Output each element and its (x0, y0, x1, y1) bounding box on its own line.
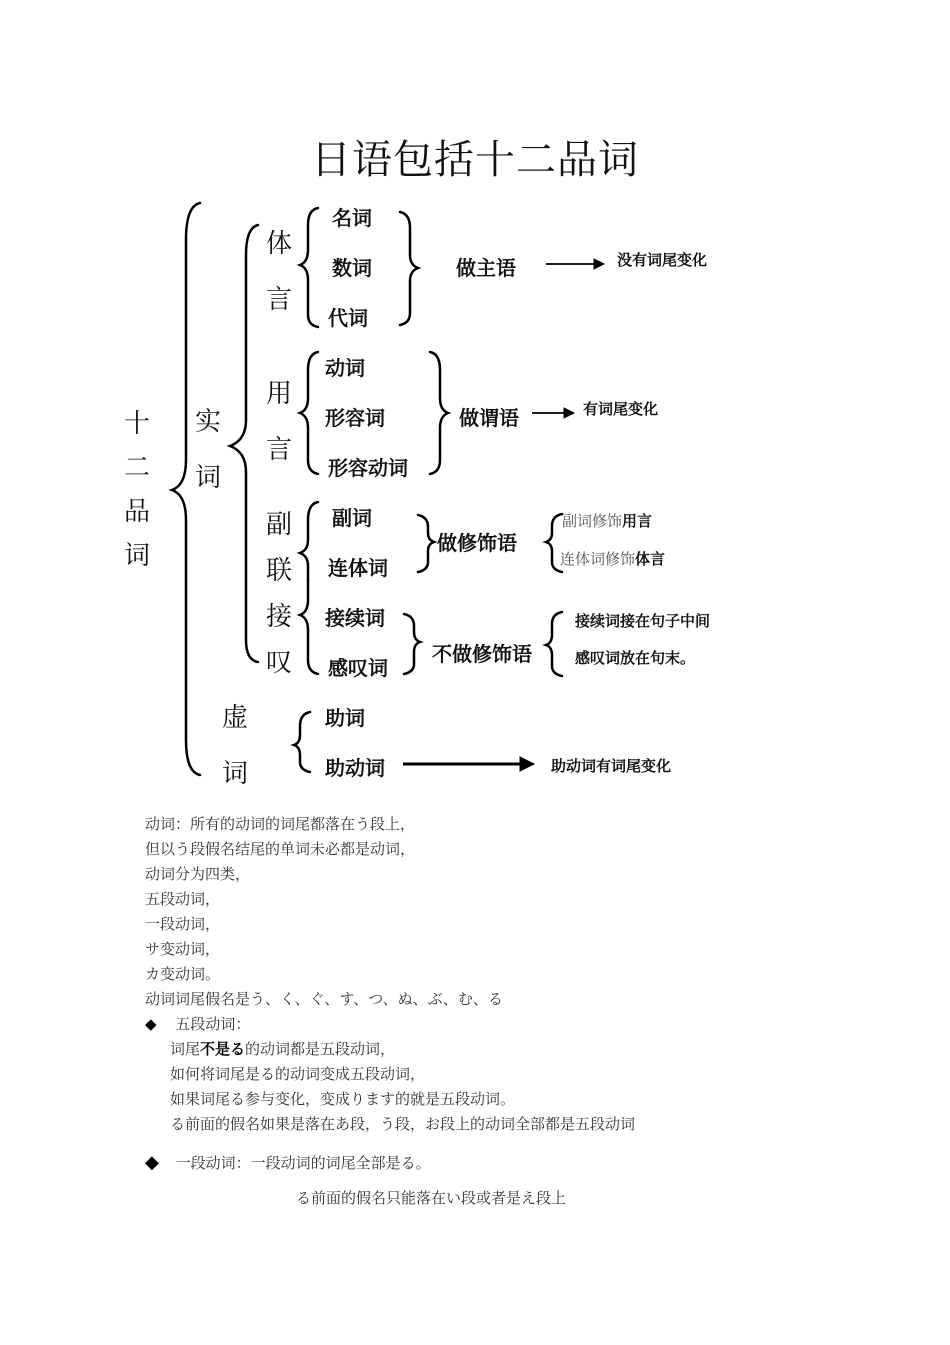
yongyan-item: 动词 (325, 356, 365, 380)
fulian-left-brace-1 (300, 502, 318, 580)
fulianjietan-label: 副 联 接 叹 (266, 510, 293, 678)
body-line: サ变动词， (145, 940, 221, 958)
group1-right-brace (418, 515, 434, 572)
group1-note: 连体词修饰体言 (560, 550, 666, 568)
tiyan-item: 代词 (328, 306, 368, 330)
yongyan-left-brace (300, 352, 318, 474)
xuci-result: 助动词有词尾变化 (551, 757, 672, 775)
body-line: 如何将词尾是る的动词变成五段动词， (170, 1065, 426, 1083)
body-line: 如果词尾る参与变化，变成ります的就是五段动词。 (170, 1090, 516, 1108)
group2-role: 不做修饰语 (432, 642, 532, 666)
tiyan-label: 体 言 (266, 229, 293, 315)
xuci-item: 助动词 (325, 756, 385, 780)
body-line: 词尾不是る的动词都是五段动词， (170, 1040, 396, 1058)
xuci-brace (294, 712, 310, 772)
group2-notes-brace (546, 612, 562, 676)
group2-right-brace (404, 614, 420, 674)
group1-role: 做修饰语 (437, 531, 517, 555)
yongyan-label: 用 言 (266, 379, 293, 465)
root-label: 十 二 品 词 (124, 409, 151, 571)
group1-item: 副词 (332, 506, 372, 530)
page-title: 日语包括十二品词 (311, 137, 639, 183)
tiyan-role: 做主语 (456, 256, 516, 280)
shici-label: 实 词 (195, 407, 222, 493)
body-line: 但以う段假名结尾的单词未必都是动词， (145, 840, 416, 858)
yongyan-right-brace (430, 352, 448, 474)
tiyan-right-brace (400, 212, 418, 325)
xuci-item: 助词 (325, 706, 365, 730)
diamond-bullet-icon: ◆ (145, 1015, 157, 1033)
shici-brace (230, 225, 258, 662)
body-line: 五段动词， (145, 890, 221, 908)
group2-note: 感叹词放在句末。 (575, 649, 696, 667)
bullet2: ◆ 一段动词：一段动词的词尾全部是る。 (145, 1152, 431, 1173)
yongyan-role: 做谓语 (459, 406, 519, 430)
body-line: 动词词尾假名是う、く、ぐ、す、つ、ぬ、ぶ、む、る (145, 990, 503, 1008)
bullet1-lines (170, 1037, 635, 1137)
yongyan-item: 形容词 (325, 406, 385, 430)
tiyan-item: 数词 (332, 256, 372, 280)
body-line: カ变动词。 (145, 965, 221, 983)
group2-item: 接续词 (325, 606, 385, 630)
yongyan-item: 形容动词 (328, 456, 408, 480)
group1-item: 连体词 (328, 556, 388, 580)
group2-item: 感叹词 (328, 656, 388, 680)
group1-note: 副词修饰用言 (562, 512, 653, 530)
tiyan-item: 名词 (332, 206, 372, 230)
tiyan-result: 没有词尾变化 (617, 251, 708, 269)
bullet2-sub: る前面的假名只能落在い段或者是え段上 (296, 1189, 567, 1207)
body-line: る前面的假名如果是落在あ段，う段，お段上的动词全部都是五段动词 (170, 1115, 636, 1133)
yongyan-result: 有词尾变化 (583, 400, 659, 418)
bullet1-heading: ◆ 五段动词： (145, 1015, 251, 1033)
body-line: 一段动词， (145, 915, 221, 933)
tiyan-left-brace (300, 208, 318, 327)
body-line: 动词：所有的动词的词尾都落在う段上， (145, 815, 416, 833)
fulian-left-brace-2 (300, 580, 318, 674)
group2-note: 接续词接在句子中间 (575, 612, 711, 630)
xuci-label: 虚 词 (222, 703, 249, 789)
body-paragraph (145, 812, 503, 1012)
body-line: 动词分为四类， (145, 865, 251, 883)
diamond-bullet-icon: ◆ (145, 1152, 159, 1173)
